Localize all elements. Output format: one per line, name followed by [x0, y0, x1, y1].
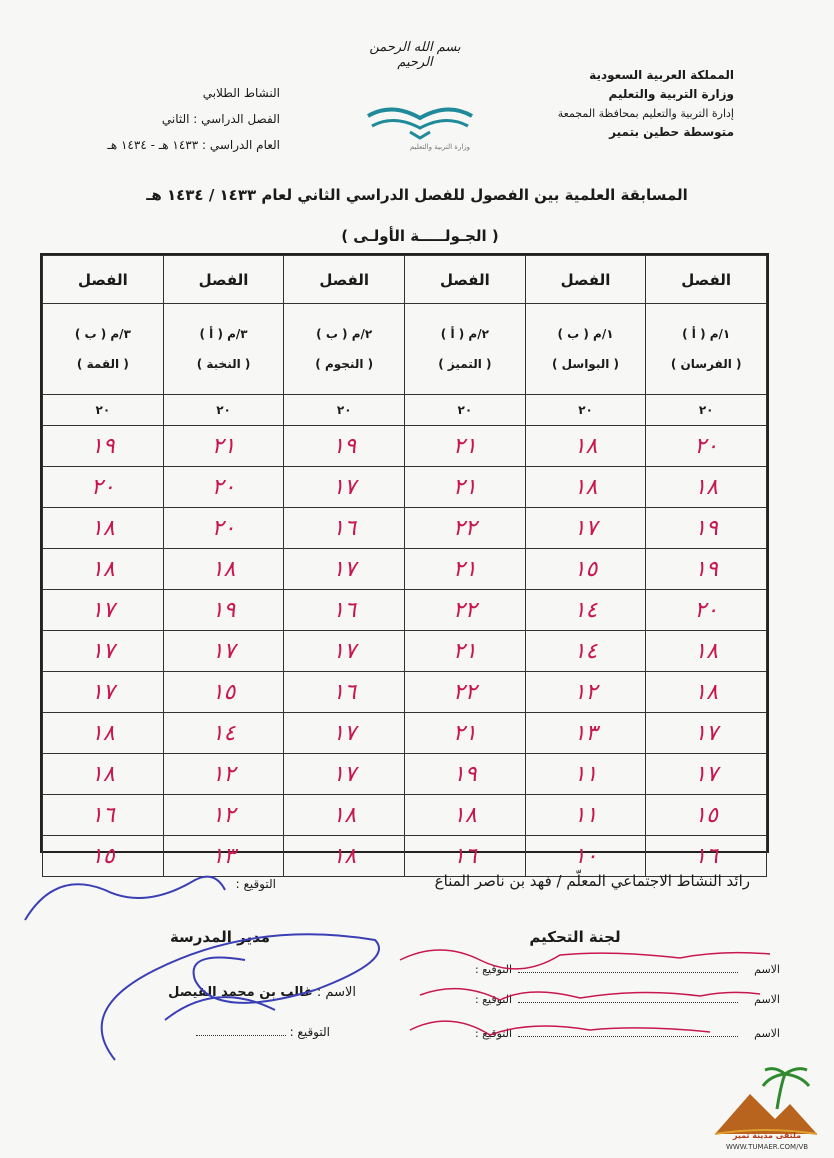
score-cell: ١٧	[284, 549, 405, 590]
table-row	[43, 713, 767, 754]
table-row	[43, 426, 767, 467]
max-score-cell: ٢٠	[405, 395, 526, 426]
table-row	[43, 631, 767, 672]
director-signature-icon	[15, 860, 395, 1080]
score-cell: ١٨	[525, 426, 646, 467]
leader-signature-label: التوقيع :	[235, 877, 276, 891]
column-header: الفصل	[163, 256, 284, 304]
committee-row: الاسمالتوقيع :	[474, 1027, 780, 1040]
score-cell: ١٢	[163, 754, 284, 795]
score-cell: ١٦	[405, 836, 526, 877]
score-cell: ١٣	[163, 836, 284, 877]
forum-url: WWW.TUMAER.COM/VB	[725, 1143, 809, 1151]
table-row	[43, 590, 767, 631]
class-nickname: ( البواسل )	[552, 357, 620, 371]
class-cell	[43, 304, 164, 395]
score-cell: ١٧	[43, 590, 164, 631]
school-label: متوسطة حطين بتمير	[609, 125, 734, 139]
activity-label: النشاط الطلابي	[202, 86, 280, 100]
score-cell: ١٨	[284, 795, 405, 836]
kingdom-label: المملكة العربية السعودية	[589, 68, 734, 82]
score-cell: ٢٢	[405, 672, 526, 713]
score-cell: ١٨	[43, 508, 164, 549]
table-row	[43, 754, 767, 795]
score-cell: ١٧	[284, 754, 405, 795]
class-cell	[525, 304, 646, 395]
score-cell: ٢٠	[646, 426, 767, 467]
score-cell: ٢٢	[405, 590, 526, 631]
signature-label: التوقيع	[482, 993, 512, 1006]
column-header: الفصل	[405, 256, 526, 304]
score-cell: ١٤	[525, 631, 646, 672]
class-nickname: ( النخبة )	[196, 357, 251, 371]
score-cell: ١٧	[163, 631, 284, 672]
activity-leader-line: رائد النشاط الاجتماعي المعلّم / فهد بن ناصر المناع	[434, 872, 750, 890]
class-names-row	[43, 304, 767, 395]
signature-label: التوقيع	[482, 1027, 512, 1040]
forum-name: ملتقى مدينة تمير	[732, 1131, 802, 1140]
score-cell: ١٧	[284, 631, 405, 672]
score-cell: ١٠	[525, 836, 646, 877]
class-code: ٣/م ( ب )	[74, 327, 131, 341]
score-cell: ١٨	[43, 713, 164, 754]
class-code: ٢/م ( ب )	[316, 327, 373, 341]
results-table	[40, 253, 769, 869]
score-cell: ١٨	[284, 836, 405, 877]
score-cell: ١٩	[405, 754, 526, 795]
score-cell: ١٢	[525, 672, 646, 713]
director-name-label: الاسم :	[316, 985, 356, 1000]
score-cell: ٢٢	[405, 508, 526, 549]
score-cell: ١٨	[43, 549, 164, 590]
class-code: ٣/م ( أ )	[199, 327, 248, 341]
score-cell: ٢١	[163, 426, 284, 467]
score-cell: ٢٠	[163, 508, 284, 549]
score-cell: ١٦	[284, 590, 405, 631]
column-header: الفصل	[43, 256, 164, 304]
class-nickname: ( النجوم )	[315, 357, 374, 371]
score-cell: ١٩	[646, 549, 767, 590]
director-signature-label: التوقيع :	[289, 1025, 330, 1039]
page-title: المسابقة العلمية بين الفصول للفصل الدراسي الثاني لعام ١٤٣٣ / ١٤٣٤ هـ	[146, 186, 688, 204]
name-label: الاسم	[754, 993, 780, 1006]
column-header: الفصل	[525, 256, 646, 304]
max-score-row	[43, 395, 767, 426]
header-left	[80, 80, 280, 158]
score-cell: ١٧	[284, 467, 405, 508]
committee-handwriting-icon	[380, 930, 780, 1060]
score-cell: ١٩	[163, 590, 284, 631]
logo-caption: وزارة التربية والتعليم	[409, 143, 471, 151]
max-score-cell: ٢٠	[525, 395, 646, 426]
class-code: ١/م ( ب )	[557, 327, 614, 341]
class-cell	[284, 304, 405, 395]
score-cell: ٢١	[405, 467, 526, 508]
forum-logo-icon	[705, 1064, 825, 1154]
score-cell: ١٧	[525, 508, 646, 549]
class-cell	[646, 304, 767, 395]
score-cell: ١٧	[43, 672, 164, 713]
table-row	[43, 467, 767, 508]
max-score-cell: ٢٠	[43, 395, 164, 426]
score-cell: ١٨	[43, 754, 164, 795]
score-cell: ١٧	[646, 713, 767, 754]
year-label: العام الدراسي : ١٤٣٣ هـ - ١٤٣٤ هـ	[107, 138, 280, 152]
score-cell: ١١	[525, 754, 646, 795]
score-cell: ١٧	[284, 713, 405, 754]
score-cell: ١٨	[163, 549, 284, 590]
committee-title: لجنة التحكيم	[529, 928, 621, 946]
score-cell: ١٤	[525, 590, 646, 631]
table-row	[43, 508, 767, 549]
class-nickname: ( الفرسان )	[670, 357, 742, 371]
class-code: ٢/م ( أ )	[440, 327, 489, 341]
score-cell: ١٩	[284, 426, 405, 467]
max-score-cell: ٢٠	[284, 395, 405, 426]
score-cell: ٢٠	[163, 467, 284, 508]
score-cell: ١٦	[284, 508, 405, 549]
score-cell: ١٥	[163, 672, 284, 713]
score-cell: ١٦	[43, 795, 164, 836]
class-cell	[163, 304, 284, 395]
name-label: الاسم	[754, 1027, 780, 1040]
director-name: غالب بن محمد الفيصل	[168, 985, 313, 1000]
round-subtitle: ( الجـولـــــة الأولـى )	[341, 227, 499, 245]
director-title: مدير المدرسة	[169, 928, 271, 946]
score-cell: ٢١	[405, 713, 526, 754]
score-cell: ١٩	[646, 508, 767, 549]
committee-row: الاسمالتوقيع :	[474, 993, 780, 1006]
semester-label: الفصل الدراسي : الثاني	[161, 112, 280, 126]
table-row	[43, 795, 767, 836]
class-cell	[405, 304, 526, 395]
score-cell: ١٥	[525, 549, 646, 590]
score-cell: ١٧	[646, 754, 767, 795]
score-cell: ١٩	[43, 426, 164, 467]
score-body	[43, 426, 767, 877]
score-cell: ١٨	[405, 795, 526, 836]
score-cell: ١٨	[646, 631, 767, 672]
score-cell: ١٣	[525, 713, 646, 754]
score-cell: ١٢	[163, 795, 284, 836]
table-row	[43, 672, 767, 713]
score-cell: ١٥	[646, 795, 767, 836]
signature-label: التوقيع	[243, 877, 276, 891]
score-cell: ١٦	[284, 672, 405, 713]
score-cell: ١١	[525, 795, 646, 836]
score-cell: ٢١	[405, 549, 526, 590]
score-cell: ١٨	[646, 467, 767, 508]
score-cell: ١٨	[525, 467, 646, 508]
score-cell: ١٧	[43, 631, 164, 672]
header-right	[534, 66, 734, 142]
class-nickname: ( القمة )	[76, 357, 129, 371]
ministry-label: وزارة التربية والتعليم	[608, 87, 734, 101]
score-cell: ٢١	[405, 426, 526, 467]
department-label: إدارة التربية والتعليم بمحافظة المجمعة	[557, 107, 734, 120]
score-cell: ١٤	[163, 713, 284, 754]
column-header: الفصل	[646, 256, 767, 304]
class-code: ١/م ( أ )	[682, 327, 731, 341]
committee-row: الاسمالتوقيع :	[474, 963, 780, 976]
table-row	[43, 549, 767, 590]
score-cell: ٢٠	[43, 467, 164, 508]
table-header-row	[43, 256, 767, 304]
score-cell: ١٦	[646, 836, 767, 877]
class-nickname: ( التميز )	[438, 357, 492, 371]
score-cell: ٢٠	[646, 590, 767, 631]
score-cell: ٢١	[405, 631, 526, 672]
max-score-cell: ٢٠	[646, 395, 767, 426]
name-label: الاسم	[754, 963, 780, 976]
score-cell: ١٥	[43, 836, 164, 877]
signature-label: التوقيع	[482, 963, 512, 976]
score-cell: ١٨	[646, 672, 767, 713]
column-header: الفصل	[284, 256, 405, 304]
basmala: بسم الله الرحمن الرحيم	[369, 40, 461, 70]
max-score-cell: ٢٠	[163, 395, 284, 426]
